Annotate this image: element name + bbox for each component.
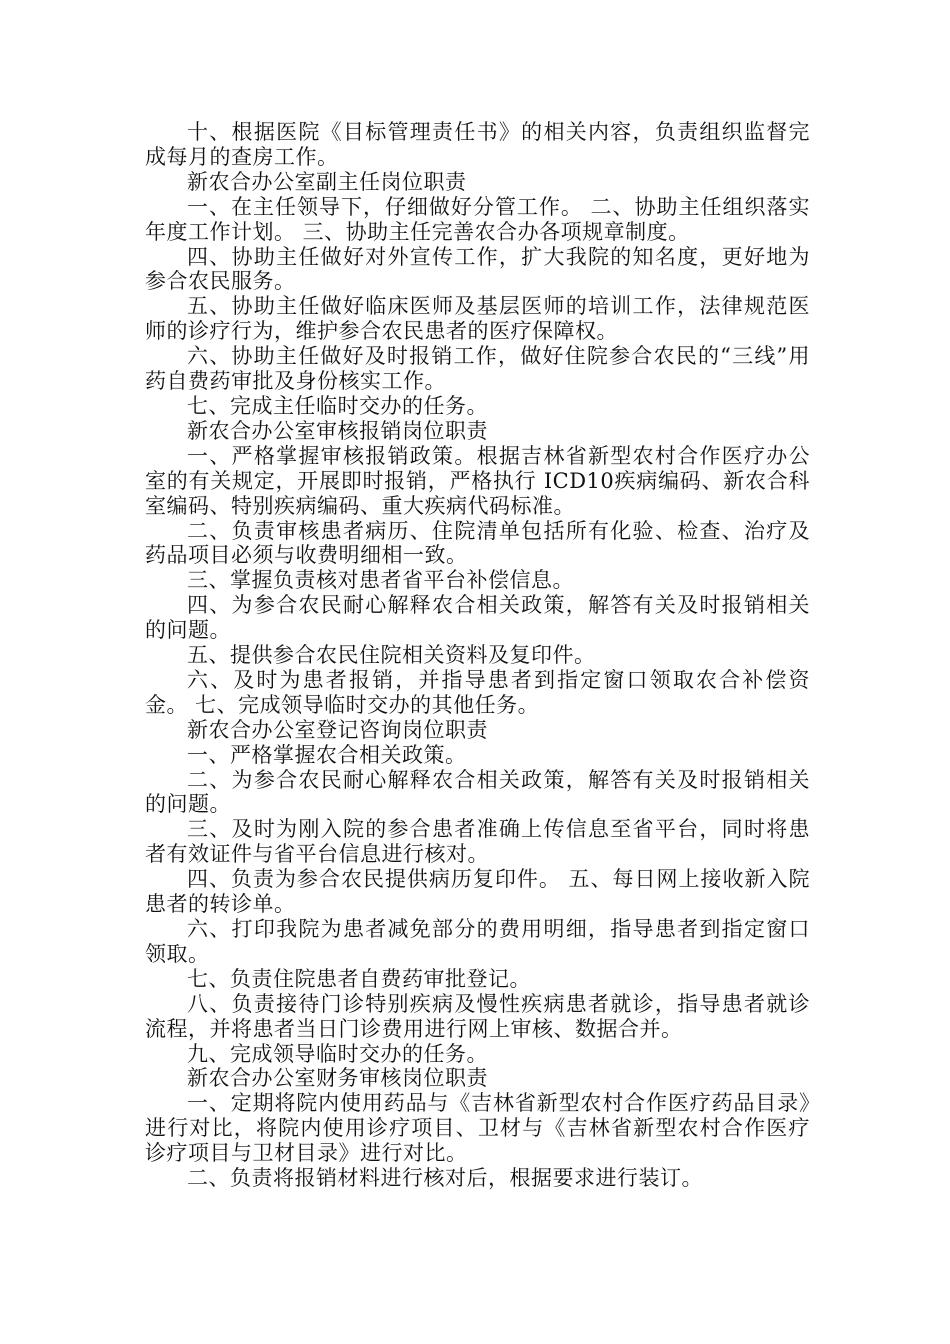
paragraph-registration-duty-2: 二、为参合农民耐心解释农合相关政策，解答有关及时报销相关的问题。: [145, 767, 810, 817]
document-page: [145, 120, 810, 1191]
paragraph-audit-duty-3: 三、掌握负责核对患者省平台补偿信息。: [187, 568, 574, 593]
paragraph-registration-duty-1: 一、严格掌握农合相关政策。: [187, 742, 467, 767]
paragraph-deputy-duty-6: 六、协助主任做好及时报销工作，做好住院参合农民的“三线”用药自费药审批及身份核实工作。: [145, 344, 810, 394]
paragraph-registration-duty-3: 三、及时为刚入院的参合患者准确上传信息至省平台，同时将患者有效证件与省平台信息进行核对。: [145, 817, 810, 867]
heading-deputy-director-duties: 新农合办公室副主任岗位职责: [187, 169, 467, 194]
paragraph-deputy-duty-7: 七、完成主任临时交办的任务。: [187, 393, 488, 418]
paragraph-registration-duty-6: 六、打印我院为患者减免部分的费用明细，指导患者到指定窗口领取。: [145, 917, 810, 966]
paragraph-audit-duty-5: 五、提供参合农民住院相关资料及复印件。: [187, 643, 596, 668]
paragraph-deputy-duty-5: 五、协助主任做好临床医师及基层医师的培训工作，法律规范医师的诊疗行为，维护参合农民患者的医疗保障权。: [145, 294, 810, 344]
paragraph-audit-duty-6-7: 六、及时为患者报销，并指导患者到指定窗口领取农合补偿资金。 七、完成领导临时交办的其他任务。: [145, 667, 810, 717]
paragraph-registration-duty-4-5: 四、负责为参合农民提供病历复印件。 五、每日网上接收新入院患者的转诊单。: [145, 867, 810, 917]
heading-finance-audit-duties: 新农合办公室财务审核岗位职责: [187, 1066, 488, 1091]
paragraph-audit-duty-1: 一、严格掌握审核报销政策。根据吉林省新型农村合作医疗办公室的有关规定，开展即时报销，严格执行 ICD10疾病编码、新农合科室编码、特别疾病编码、重大疾病代码标准。: [145, 443, 810, 518]
heading-audit-reimbursement-duties: 新农合办公室审核报销岗位职责: [187, 418, 488, 443]
paragraph-audit-duty-2: 二、负责审核患者病历、住院清单包括所有化验、检查、治疗及药品项目必须与收费明细相一致。: [145, 518, 810, 568]
paragraph-duty-10-ward-rounds: 十、根据医院《目标管理责任书》的相关内容，负责组织监督完成每月的查房工作。: [145, 120, 810, 169]
paragraph-registration-duty-9: 九、完成领导临时交办的任务。: [187, 1041, 488, 1066]
paragraph-audit-duty-4: 四、为参合农民耐心解释农合相关政策，解答有关及时报销相关的问题。: [145, 593, 810, 643]
paragraph-finance-duty-1: 一、定期将院内使用药品与《吉林省新型农村合作医疗药品目录》进行对比，将院内使用诊疗项目、卫材与《吉林省新型农村合作医疗诊疗项目与卫材目录》进行对比。: [145, 1091, 810, 1166]
heading-registration-consulting-duties: 新农合办公室登记咨询岗位职责: [187, 717, 488, 742]
paragraph-finance-duty-2: 二、负责将报销材料进行核对后，根据要求进行装订。: [187, 1166, 703, 1191]
paragraph-registration-duty-7: 七、负责住院患者自费药审批登记。: [187, 966, 531, 991]
paragraph-deputy-duty-4: 四、协助主任做好对外宣传工作，扩大我院的知名度，更好地为参合农民服务。: [145, 244, 810, 294]
paragraph-registration-duty-8: 八、负责接待门诊特别疾病及慢性疾病患者就诊，指导患者就诊流程，并将患者当日门诊费用进行网上审核、数据合并。: [145, 991, 810, 1041]
paragraph-deputy-duties-1-3: 一、在主任领导下，仔细做好分管工作。 二、协助主任组织落实年度工作计划。 三、协助主任完善农合办各项规章制度。: [145, 194, 810, 244]
